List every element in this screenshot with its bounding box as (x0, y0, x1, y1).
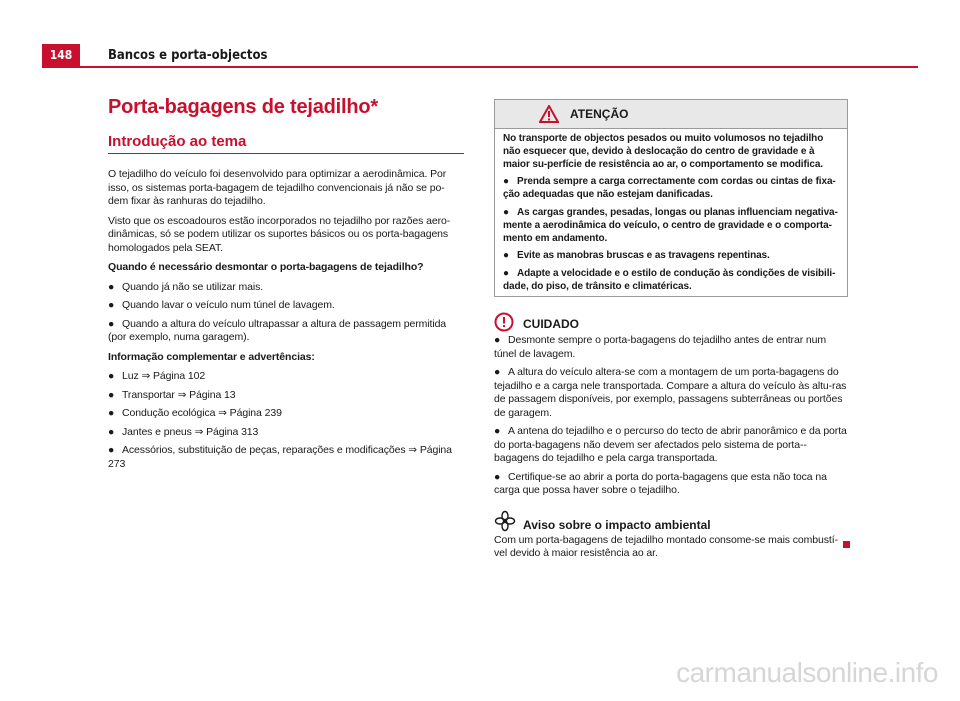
caution-item: ● Certifique-se ao abrir a porta do porta-bagagens que esta não toca na carga que possa haver sobre o tejadilho. (494, 470, 827, 496)
page-header (42, 44, 918, 68)
subsection-title: Introdução ao tema (108, 133, 464, 154)
environment-title: Aviso sobre o impacto ambiental (523, 517, 711, 532)
bullet-icon: ● (494, 366, 501, 378)
paragraph: Visto que os escoadouros estão incorporados no tejadilho por razões aero-dinâmicas, só se podem utilizar os suportes básicos ou os porta-bagagens homologados pela SEAT. (108, 214, 451, 254)
bullet-icon: ● (108, 425, 115, 438)
bullet-icon: ● (108, 388, 115, 401)
page-number: 148 (42, 44, 80, 66)
bullet-icon: ● (503, 268, 509, 280)
caution-item: ● A antena do tejadilho e o percurso do tecto de abrir panorâmico e da porta do porta-bagagens não devem ser afectados pelo sistema de porta--bagagens do tejadilho e pela carga transportada. (494, 425, 847, 464)
reference-link[interactable]: ● Luz ⇒ Página 102 (108, 370, 206, 382)
info-heading: Informação complementar e advertências: (108, 350, 315, 363)
intro-paragraph: O tejadilho do veículo foi desenvolvido para optimizar a aerodinâmica. Por isso, os sistemas porta-bagagem de tejadilho convencionais já não se po-dem fixar às ranhuras do tejadilho. (108, 168, 447, 207)
list-item: ● Quando lavar o veículo num túnel de lavagem. (108, 299, 335, 311)
caution-header (494, 312, 850, 334)
warning-item: ● Adapte a velocidade e o estilo de condução às condições de visibili-dade, do piso, de trânsito e climatéricas. (503, 268, 836, 292)
caution-circle-icon (494, 312, 514, 332)
leaf-icon (494, 510, 516, 532)
warning-item: ● Evite as manobras bruscas e as travagens repentinas. (503, 250, 770, 262)
environment-header (494, 510, 850, 534)
reference-link[interactable]: ● Transportar ⇒ Página 13 (108, 388, 236, 401)
bullet-icon: ● (494, 470, 501, 483)
left-column (108, 96, 464, 476)
caution-title: CUIDADO (523, 317, 579, 331)
warning-header (495, 100, 847, 129)
bullet-icon: ● (494, 334, 501, 346)
warning-body (495, 129, 847, 294)
bullet-icon: ● (108, 407, 115, 419)
caution-item: ● A altura do veículo altera-se com a montagem de um porta-bagagens do tejadilho e a carga nele transportada. Compare a altura do veículo às altu-ras de passagem disponíveis, por exemplo, passagens subterrâneas ou portões de garagem. (494, 366, 847, 419)
warning-item: ● Prenda sempre a carga correctamente com cordas ou cintas de fixa-ção adequadas que não estejam danificadas. (503, 176, 836, 201)
warning-item: ● As cargas grandes, pesadas, longas ou planas influenciam negativa-mente a aerodinâmica do veículo, o centro de gravidade e o comporta-mento em andamento. (503, 206, 838, 244)
right-column (494, 312, 850, 567)
bullet-icon: ● (108, 299, 115, 311)
bullet-icon: ● (503, 250, 509, 262)
chapter-title: Bancos e porta-objectos (108, 48, 268, 63)
warning-title: ATENÇÃO (570, 107, 629, 121)
section-title: Porta-bagagens de tejadilho* (108, 96, 379, 118)
caution-item: ● Desmonte sempre o porta-bagagens do tejadilho antes de entrar num túnel de lavagem. (494, 334, 827, 360)
reference-link[interactable]: ● Acessórios, substituição de peças, reparações e modificações ⇒ Página 273 (108, 444, 452, 470)
environment-text: Com um porta-bagagens de tejadilho montado consome-se mais combustí-vel devido à maior resistência ao ar. (494, 533, 838, 559)
reference-link[interactable]: ● Jantes e pneus ⇒ Página 313 (108, 425, 259, 438)
warning-triangle-icon (539, 105, 559, 123)
bullet-icon: ● (503, 176, 509, 188)
bullet-icon: ● (494, 425, 501, 437)
bullet-icon: ● (503, 206, 509, 218)
question-heading: Quando é necessário desmontar o porta-bagagens de tejadilho? (108, 261, 424, 273)
list-item: ● Quando já não se utilizar mais. (108, 280, 264, 293)
bullet-icon: ● (108, 280, 115, 293)
warning-box (494, 99, 848, 297)
bullet-icon: ● (108, 317, 115, 330)
warning-intro: No transporte de objectos pesados ou muito volumosos no tejadilho não esquecer que, devido à deslocação do centro de gravidade e à maior su-perfície de resistência ao ar, o comportamento se modifica. (503, 133, 824, 170)
bullet-icon: ● (108, 370, 115, 382)
reference-link[interactable]: ● Condução ecológica ⇒ Página 239 (108, 407, 282, 419)
list-item: ● Quando a altura do veículo ultrapassar a altura de passagem permitida (por exemplo, numa garagem). (108, 317, 447, 343)
section-end-marker (843, 541, 850, 548)
watermark: carmanualsonline.info (676, 657, 938, 688)
bullet-icon: ● (108, 444, 115, 456)
